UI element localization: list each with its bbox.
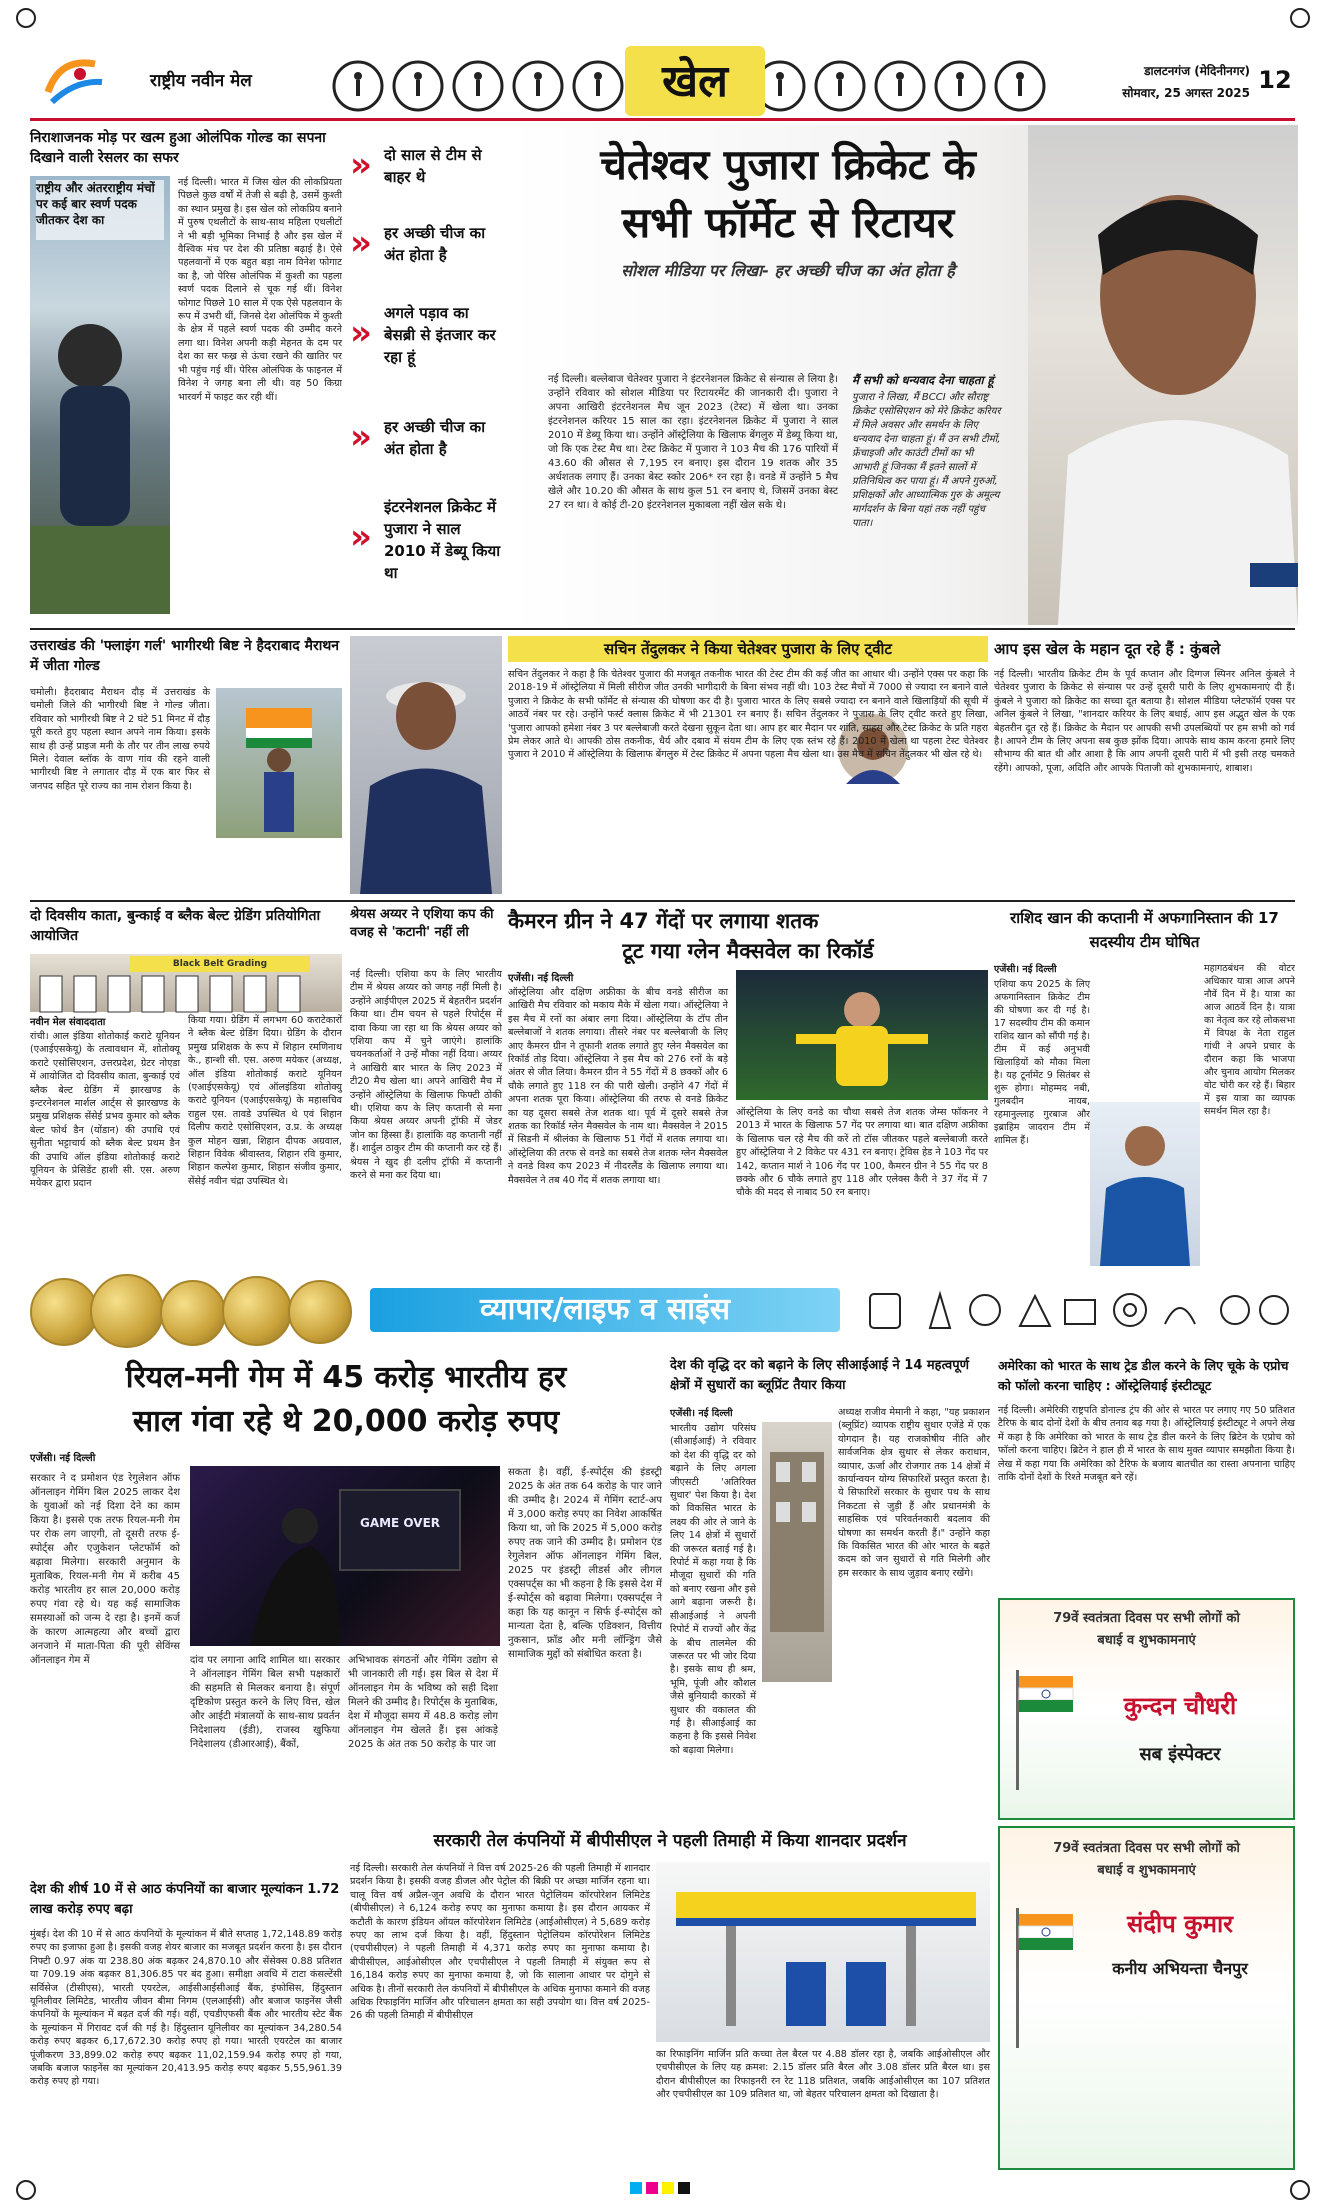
kumble-story xyxy=(994,636,1295,894)
flag-icon xyxy=(1010,1670,1080,1790)
ad2-designation: कनीय अभियन्ता चैनपुर xyxy=(1112,1959,1248,1978)
bpcl-story xyxy=(350,1826,990,2170)
coin-icon xyxy=(30,1278,98,1346)
print-color-bar xyxy=(30,2180,1295,2198)
ad1-line-1: 79वें स्वतंत्रता दिवस पर सभी लोगों को xyxy=(1053,1611,1240,1626)
coin-icon xyxy=(90,1274,164,1348)
coin-icon xyxy=(288,1280,352,1344)
rashid-body-left: एशिया कप 2025 के लिए अफगानिस्तान क्रिकेट टीम की घोषणा कर दी गई है। 17 सदस्यीय टीम की कमान राशिद खान को सौंपी गई है। टीम में कई अनुभवी खिलाड़ियों को मौका मिला है। यह टूर्नामेंट 9 सितंबर से शुरू होगा। मोहम्मद नबी, गुलबदीन नायब, रहमानुल्लाह गुरबाज और इब्राहिम जादरान टीम में शामिल हैं। xyxy=(994,979,1090,1146)
pujara-sidebar-item: » अगले पड़ाव का बेसब्री से इंतजार कर रहा हूं xyxy=(350,304,496,366)
pujara-sidebar-item: » दो साल से टीम से बाहर थे xyxy=(350,145,482,186)
realmoney-photo xyxy=(190,1466,500,1646)
wrestler-headline: निराशाजनक मोड़ पर खत्म हुआ ओलंपिक गोल्ड का सपना दिखाने वाली रेसलर का सफर xyxy=(30,130,326,166)
kata-photo xyxy=(30,954,342,1012)
rashid-headline: राशिद खान की कप्तानी में अफगानिस्तान की 17 सदस्यीय टीम घोषित xyxy=(1010,909,1279,951)
divider-line xyxy=(30,900,1295,902)
realmoney-body-d: सकता है। वहीं, ई-स्पोर्ट्स की इंडस्ट्री 2025 के अंत तक 64 करोड़ के पार जाने की उम्मीद है। 2024 में गेमिंग स्टार्ट-अप में 3,000 करोड़ रुपए का निवेश आकर्षित किया था, जो कि 2025 में 5,000 करोड़ रुपए तक जाने की उम्मीद है। प्रमोशन एंड रेगुलेशन ऑफ ऑनलाइन गेमिंग बिल, 2025 पर इंडस्ट्री लीडर्स और लीगल एक्सपर्ट्स का भी कहना है कि इससे देश में ई-स्पोर्ट्स को बढ़ावा मिलेगा। एक्सपर्ट्स ने कहा कि यह कानून न सिर्फ ई-स्पोर्ट्स को मान्यता देता है, बल्कि एडिक्शन, वित्तीय नुकसान, फ्रॉड और मनी लॉन्ड्रिंग जैसे सामाजिक मुद्दों को संबोधित करता है। xyxy=(508,1467,662,1660)
green-headline-2: टूट गया ग्लेन मैक्सवेल का रिकॉर्ड xyxy=(622,939,874,963)
registration-mark-top-right xyxy=(1290,8,1310,28)
bpcl-body-left: नई दिल्ली। सरकारी तेल कंपनियों ने वित्त वर्ष 2025-26 की पहली तिमाही में शानदार प्रदर्शन किया है। इसकी वजह डीजल और पेट्रोल की बिक्री पर अच्छा मार्जिन रहना था। चालू वित्त वर्ष अप्रैल-जून अवधि के दौरान भारत पेट्रोलियम कॉरपोरेशन लिमिटेड (बीपीसीएल) ने 6,124 करोड़ रुपए का मुनाफा कमाया है। इस दौरान आयकर में कटौती के कारण इंडियन ऑयल कॉरपोरेशन लिमिटेड (आईओसीएल) ने 5,689 करोड़ रुपए का लाभ दर्ज किया है। वहीं, हिंदुस्तान पेट्रोलियम कॉरपोरेशन लिमिटेड (एचपीसीएल) ने पहली तिमाही में 4,371 करोड़ रुपए का मुनाफा कमाया है। बीपीसीएल, आईओसीएल और एचपीसीएल ने पहली तिमाही में संयुक्त रूप से 16,184 करोड़ रुपए का मुनाफा कमाया है, जो कि सालाना आधार पर दोगुने से अधिक है। तीनों सरकारी तेल कंपनियों में बीपीसीएल के अधिक मुनाफा कमाने की वजह अधिक रिफाइनिंग मार्जिन और परिचालन क्षमता का सही उपयोग था। वित्त वर्ष 2025-26 की पहली तिमाही में बीपीसीएल xyxy=(350,1863,650,2022)
greeting-ad-2 xyxy=(998,1826,1295,2170)
coin-icon xyxy=(222,1276,292,1346)
kata-story xyxy=(30,906,342,1266)
pujara-sidebar-item: » हर अच्छी चीज का अंत होता है xyxy=(350,223,486,264)
pujara-sidebar-item: » हर अच्छी चीज का अंत होता है xyxy=(350,417,486,458)
business-banner-title: व्यापार/लाइफ व साइंस xyxy=(479,1292,731,1327)
shreyas-headline: श्रेयस अय्यर ने एशिया कप की वजह से 'कटानी' नहीं ली xyxy=(350,907,494,940)
chevron-right-icon: » xyxy=(350,517,372,557)
registration-mark-bottom-left xyxy=(16,2180,36,2200)
registration-mark-bottom-right xyxy=(1290,2180,1310,2200)
sachin-headline: सचिन तेंदुलकर ने किया चेतेश्वर पुजारा के लिए ट्वीट xyxy=(508,636,988,662)
kata-byline: नवीन मेल संवाददाता xyxy=(30,1017,106,1028)
cii-story xyxy=(670,1356,990,1820)
shreyas-body: नई दिल्ली। एशिया कप के लिए भारतीय टीम में श्रेयस अय्यर को जगह नहीं मिली है। उन्होंने आईपीएल 2025 में बेहतरीन प्रदर्शन किया था। टीम चयन से पहले रिपोर्ट्स में दावा किया जा रहा था कि श्रेयस अय्यर को एशिया कप में चुने जाएंगे। हालांकि चयनकर्ताओं ने उन्हें मौका नहीं दिया। अय्यर ने आखिरी बार भारत के लिए 2023 में टी20 मैच खेला था। अपने आखिरी मैच में उन्होंने ऑस्ट्रेलिया के खिलाफ फिफ्टी ठोकी थी। एशिया कप के लिए कप्तानी से मना किया श्रेयस अय्यर अपनी ट्रॉफी में जेडर जोन का हिस्सा हैं। हालांकि वह कप्तानी नहीं हैं। शार्दुल ठाकुर टीम की कप्तानी कर रहे हैं। श्रेयस ने खुद ही दलीप ट्रॉफी में कप्तानी करने से मना कर दिया था। xyxy=(350,969,502,1182)
bhagirathi-body: चमोली। हैदराबाद मैराथन दौड़ में उत्तराखंड के चमोली जिले की भागीरथी बिष्ट ने गोल्ड जीता। रविवार को भागीरथी बिष्ट ने 2 घंटे 51 मिनट में दौड़ पूरी करते हुए पहला स्थान अपने नाम किया। इसके साथ ही उन्हें प्राइज मनी के तौर पर तीन लाख रुपये मिले। देवाल ब्लॉक के वाण गांव की रहने वाली भागीरथी बिष्ट ने लगातार दौड़ में एक बार फिर से जनपद सहित पूरे राज्य का नाम रोशन किया है। xyxy=(30,687,210,792)
bpcl-body-right: का रिफाइनिंग मार्जिन प्रति कच्चा तेल बैरल पर 4.88 डॉलर रहा है, जबकि आईओसीएल और एचपीसीएल के लिए यह क्रमश: 2.15 डॉलर प्रति बैरल और 3.08 डॉलर प्रति बैरल था। इस दौरान बीपीसीएल का रिफाइनरी रन रेट 118 प्रतिशत, जबकि आईओसीएल का 107 प्रतिशत और एचपीसीएल का 109 प्रतिशत था, जो बेहतर परिचालन क्षमता को दिखाता है। xyxy=(656,2049,990,2101)
ad1-designation: सब इंस्पेक्टर xyxy=(1139,1744,1221,1765)
cii-byline: एजेंसी। नई दिल्ली xyxy=(670,1408,733,1419)
rashid-photo xyxy=(1090,1102,1200,1266)
kumble-body: नई दिल्ली। भारतीय क्रिकेट टीम के पूर्व कप्तान और दिग्गज स्पिनर अनिल कुंबले ने चेतेश्वर पुजारा के क्रिकेट से संन्यास पर उन्हें दूसरी पारी के लिए शुभकामनाएं दी हैं। कुंबले ने पुजारा को क्रिकेट का सच्चा दूत बताया है। सोशल मीडिया प्लेटफॉर्म एक्स पर अनिल कुंबले ने लिखा, "शानदार करियर के लिए बधाई, आप इस अद्भुत खेल के एक बेहतरीन दूत रहे हैं। क्रिकेट के मैदान पर आपकी सभी उपलब्धियों पर हम सभी को गर्व है। आपने टीम के लिए अपना सब कुछ झोंक दिया। आपके साथ काम करना हमारे लिए सौभाग्य की बात थी और आशा है कि आप अपनी दूसरी पारी में भी इसी तरह चमकते रहेंगे। आपको, पूजा, अदिति और आपके पिताजी को शुभकामनाएं, शाबाश। xyxy=(994,669,1295,774)
science-icon-strip xyxy=(860,1282,1295,1338)
cii-headline: देश की वृद्धि दर को बढ़ाने के लिए सीआईआई ने 14 महत्वपूर्ण क्षेत्रों में सुधारों का ब्लूप्रिंट तैयार किया xyxy=(670,1358,970,1393)
cii-body-right: अध्यक्ष राजीव मेमानी ने कहा, "यह प्रकाशन (ब्लूप्रिंट) व्यापक राष्ट्रीय सुधार एजेंडे में एक योगदान है। यह राजकोषीय नीति और सार्वजनिक क्षेत्र सुधार से लेकर कराधान, व्यापार, ऊर्जा और रोजगार तक 14 क्षेत्रों में कार्यान्वयन योग्य सिफारिशें प्रस्तुत करता है। ये सिफारिशें सरकार के सुधार पथ के साथ निकटता से जुड़ी हैं और प्रधानमंत्री के साहसिक एवं परिवर्तनकारी बदलाव की घोषणा का समर्थन करती हैं।" उन्होंने कहा कि विकसित भारत की ओर भारत के बढ़ते कदम को जन सुधारों से गति मिलेगी और हम सरकार के साथ जुड़ाव बनाए रखेंगे। xyxy=(838,1407,990,1579)
green-body-right: ऑस्ट्रेलिया के लिए वनडे का चौथा सबसे तेज शतक जेम्स फॉकनर ने 2013 में भारत के खिलाफ 57 गेंद पर लगाया था। बात दक्षिण अफ्रीका के खिलाफ चल रहे मैच की करें तो टॉस जीतकर पहले बल्लेबाजी करते हुए ऑस्ट्रेलिया ने 2 विकेट पर 431 रन बनाए। ट्रेविस हेड ने 103 गेंद पर 142, कप्तान मार्श ने 106 गेंद पर 100, कैमरन ग्रीन ने 55 गेंद पर 8 छक्के और 6 चौके लगाते हुए 118 और एलेक्स कैरी ने 37 गेंद में 7 चौके की मदद से नाबाद 50 रन बनाए। xyxy=(736,1107,988,1199)
greeting-ad-1 xyxy=(998,1598,1295,1820)
masthead-rule xyxy=(30,118,1295,121)
rashid-byline: एजेंसी। नई दिल्ली xyxy=(994,964,1057,975)
pujara-story xyxy=(508,125,1298,625)
chevron-right-icon: » xyxy=(350,313,372,353)
green-headline-1: कैमरन ग्रीन ने 47 गेंदों पर लगाया शतक xyxy=(508,909,819,933)
ad2-line-2: बधाई व शुभकामनाएं xyxy=(1097,1863,1196,1878)
ad2-line-1: 79वें स्वतंत्रता दिवस पर सभी लोगों को xyxy=(1053,1841,1240,1856)
chevron-right-icon: » xyxy=(350,417,372,457)
dateline-place: डालटनगंज (मेदिनीनगर) xyxy=(1144,64,1250,78)
rashid-story xyxy=(994,906,1295,1266)
bhagirathi-story xyxy=(30,636,342,894)
realmoney-byline: एजेंसी। नई दिल्ली xyxy=(30,1453,96,1464)
realmoney-story xyxy=(30,1356,662,1876)
america-headline: अमेरिका को भारत के साथ ट्रेड डील करने के लिए चूके के एप्रोच को फॉलो करना चाहिए : ऑस्ट्रेलियाई इंस्टीट्यूट xyxy=(998,1358,1289,1393)
dateline-date: सोमवार, 25 अगस्त 2025 xyxy=(1122,86,1250,100)
green-photo xyxy=(736,970,988,1100)
chevron-right-icon: » xyxy=(350,223,372,263)
shreyas-story xyxy=(350,906,502,1266)
green-body-left: ऑस्ट्रेलिया और दक्षिण अफ्रीका के बीच वनडे सीरीज का आखिरी मैच रविवार को मकाय मैके में खेला गया। ऑस्ट्रेलिया ने इस मैच में रनों का अंबार लगा दिया। ऑस्ट्रेलिया के टॉप तीन बल्लेबाजों ने शतक लगाया। तीसरे नंबर पर बल्लेबाजी के लिए आए कैमरन ग्रीन ने तूफानी शतक लगाते हुए ग्लेन मैक्सवेल का रिकॉर्ड तोड़ दिया। ऑस्ट्रेलिया ने इस मैच को 276 रनों के बड़े अंतर से जीत लिया। कैमरन ग्रीन ने 55 गेंदों में 8 छक्कों और 6 चौके लगाते हुए 118 रन की पारी खेली। उन्होंने 47 गेंदों में अपना शतक पूरा किया। ऑस्ट्रेलिया की तरफ से वनडे क्रिकेट का यह दूसरा सबसे तेज शतक था। पूर्व में दूसरे सबसे तेज शतक का रिकॉर्ड ग्लेन मैक्सवेल के नाम था। मैक्सवेल ने 2015 में सिडनी में श्रीलंका के खिलाफ 51 गेंदों में शतक लगाया था। ऑस्ट्रेलिया की तरफ से वनडे का सबसे तेज शतक ग्लेन मैक्सवेल ने वनडे विश्व कप 2023 में नीदरलैंड के खिलाफ लगाया था। मैक्सवेल ने तब 40 गेंद में शतक लगाया था। xyxy=(508,987,728,1186)
pujara-sidebar xyxy=(350,128,502,618)
registration-mark-top-left xyxy=(16,8,36,28)
wrestler-photo xyxy=(30,176,170,614)
ad2-name: संदीप कुमार xyxy=(1127,1910,1233,1938)
pujara-body: नई दिल्ली। बल्लेबाज चेतेश्वर पुजारा ने इंटरनेशनल क्रिकेट से संन्यास ले लिया है। उन्होंने रविवार को सोशल मीडिया पर रिटायरमेंट की जानकारी दी। पुजारा ने अपना आखिरी इंटरनेशनल मैच जून 2023 (टेस्ट) में खेला था। उनका इंटरनेशनल करियर 15 साल का रहा। इंटरनेशनल क्रिकेट में पुजारा ने साल 2010 में डेब्यू किया था। उन्होंने ऑस्ट्रेलिया के खिलाफ बेंगलुरु में डेब्यू किया था, जो कि एक टेस्ट मैच था। टेस्ट क्रिकेट में पुजारा ने 103 मैच की 176 पारियों में 43.60 की औसत से 7,195 रन बनाए। इस दौरान 19 शतक और 35 अर्धशतक लगाए हैं। उनका बेस्ट स्कोर 206* रन रहा है। वनडे में उन्होंने 5 मैच खेले और 10.20 की औसत के साथ कुल 51 रन बनाए थे, जिसमें उनका बेस्ट 27 रन था। वे कोई टी-20 इंटरनेशनल मुकाबला नहीं खेल सके थे। xyxy=(548,374,838,511)
kumble-headline: आप इस खेल के महान दूत रहे हैं : कुंबले xyxy=(994,640,1221,658)
america-body: नई दिल्ली। अमेरिकी राष्ट्रपति डोनाल्ड ट्रंप की ओर से भारत पर लगाए गए 50 प्रतिशत टैरिफ के बाद दोनों देशों के बीच तनाव बढ़ गया है। ऑस्ट्रेलियाई इंस्टीट्यूट ने अपने लेख में कहा है कि अमेरिका को भारत के साथ ट्रेड डील करने के लिए ब्रिटेन के एप्रोच को फॉलो करना चाहिए। ब्रिटेन ने हाल ही में भारत के साथ मुक्त व्यापार समझौता किया है। लेख में कहा गया कि अमेरिका को टैरिफ के बजाय बातचीत का रास्ता अपनाना चाहिए ताकि दोनों देशों के रिश्ते मजबूत बने रहें। xyxy=(998,1405,1295,1484)
flag-icon xyxy=(1010,1908,1080,2048)
america-story xyxy=(998,1356,1295,1596)
bhagirathi-photo xyxy=(216,688,342,838)
kata-banner-text: Black Belt Grading xyxy=(172,959,268,969)
ad1-name: कुन्दन चौधरी xyxy=(1123,1692,1237,1720)
masthead xyxy=(0,0,1325,120)
wrestler-photo-caption: राष्ट्रीय और अंतरराष्ट्रीय मंचों पर कई बार स्वर्ण पदक जीतकर देश का xyxy=(36,180,164,240)
rashid-body-right: महागठबंधन की वोटर अधिकार यात्रा आज अपने नौवें दिन में है। यात्रा का आज आठवें दिन है। यात्रा का नेतृत्व कर रहे लोकसभा में विपक्ष के नेता राहुल गांधी ने अपने प्रचार के दौरान कहा कि भाजपा और चुनाव आयोग मिलकर वोट चोरी कर रहे हैं। बिहार में इस यात्रा का व्यापक समर्थन मिल रहा है। xyxy=(1204,963,1295,1117)
bpcl-photo xyxy=(656,1862,990,2042)
kata-body-left: रांची। आल इंडिया शोतोकाई कराटे यूनियन (एआईएसकेयू) के तत्वावधान में, शोतोक्यू कराटे एसोसिएशन, उत्तरप्रदेश, ग्रेटर नोएडा में आयोजित दो दिवसीय काता, बुन्काई एवं ब्लैक बेल्ट ग्रेडिंग में झारखण्ड के इन्टरनेशनल मार्शल आर्ट्स से झारखण्ड के प्रमुख प्रशिक्षक सेंसेई प्रभव कुमार को ब्लैक बेल्ट फोर्थ डैन (योंडान) की उपाधि एवं सुनीता भट्टाचार्य को ब्लैक बेल्ट प्रथम डैन की उपाधि ऑल इंडिया शोतोकाई कराटे यूनियन के प्रेसिडेंट हाशी सी. एस. अरुण मयेकर द्वारा प्रदान xyxy=(30,1031,180,1190)
pujara-headline-2: सभी फॉर्मेट से रिटायर xyxy=(621,198,955,247)
paper-logo xyxy=(40,52,110,110)
realmoney-headline-2: साल गंवा रहे थे 20,000 करोड़ रुपए xyxy=(132,1404,560,1439)
chevron-right-icon: » xyxy=(350,145,372,185)
green-story xyxy=(508,906,988,1266)
bhagirathi-headline: उत्तराखंड की 'फ्लाइंग गर्ल' भागीरथी बिष्ट ने हैदराबाद मैराथन में जीता गोल्ड xyxy=(30,638,340,674)
wrestler-story xyxy=(30,128,342,618)
realmoney-body-a: सरकार ने द प्रमोशन एंड रेगुलेशन ऑफ ऑनलाइन गेमिंग बिल 2025 लाकर देश के युवाओं को नई दिशा देने का काम किया है। इससे एक तरफ रियल-मनी गेम पर रोक लग जाएगी, तो दूसरी तरफ ई-स्पोर्ट्स और एजुकेशन प्लेटफॉर्म को बढ़ावा मिलेगा। सरकारी अनुमान के मुताबिक, रियल-मनी गेम में करीब 45 करोड़ भारतीय हर साल 20,000 करोड़ रुपए गंवा रहे थे। यह कई सामाजिक समस्याओं को जन्म दे रहा है। इनमें कर्ज के कारण आत्महत्या और बच्चों द्वारा अनजाने में माता-पिता की पूरी सेविंग्स ऑनलाइन गेम में xyxy=(30,1473,180,1666)
pujara-sidebar-item: » इंटरनेशनल क्रिकेट में पुजारा ने साल 2010 में डेब्यू किया था xyxy=(350,498,501,582)
market-headline: देश की शीर्ष 10 में से आठ कंपनियों का बाजार मूल्यांकन 1.72 लाख करोड़ रुपए बढ़ा xyxy=(30,1882,340,1917)
pujara-subhead: सोशल मीडिया पर लिखा- हर अच्छी चीज का अंत होता है xyxy=(621,261,955,280)
divider-line xyxy=(30,628,1295,630)
bpcl-headline: सरकारी तेल कंपनियों में बीपीसीएल ने पहली तिमाही में किया शानदार प्रदर्शन xyxy=(433,1831,907,1851)
coin-icon xyxy=(160,1280,226,1346)
wrestler-body: नई दिल्ली। भारत में जिस खेल की लोकप्रियता पिछले कुछ वर्षों में तेजी से बढ़ी है, उसमें कुश्ती का स्थान प्रमुख है। इस खेल को लोकप्रिय बनाने में पुरुष एथलीटों के साथ-साथ महिला एथलीटों ने भी बड़ी भूमिका निभाई है और इस खेल में वैश्विक मंच पर देश की प्रतिष्ठा बढ़ाई है। ऐसे पहलवानों में एक बहुत बड़ा नाम विनेश फोगाट का है, जो पेरिस ओलंपिक में कुश्ती का पहला स्वर्ण पदक दिलाने से चूक गई थीं। विनेश फोगाट पिछले 10 साल में एक ऐसे पहलवान के रूप में उभरी थीं, जिनसे देश ओलंपिक में कुश्ती के क्षेत्र में पहले स्वर्ण पदक की उम्मीद करने लगा था। विनेश अपनी कड़ी मेहनत के दम पर देश का सर फख्र से ऊंचा रखने की खातिर पर भी पहुंच गई थीं। पेरिस ओलंपिक के फाइनल में विनेश ने जगह बना ली थी। वह 50 किग्रा भारवर्ग में फाइट कर रही थीं। xyxy=(178,177,342,403)
business-banner xyxy=(30,1272,1295,1348)
ad1-line-2: बधाई व शुभकामनाएं xyxy=(1097,1633,1196,1648)
realmoney-headline-1: रियल-मनी गेम में 45 करोड़ भारतीय हर xyxy=(125,1360,567,1395)
market-story xyxy=(30,1880,342,2170)
realmoney-screen-text: GAME OVER xyxy=(359,1516,441,1530)
pujara-headline-1: चेतेश्वर पुजारा क्रिकेट के xyxy=(600,140,976,189)
paper-name: राष्ट्रीय नवीन मेल xyxy=(150,71,252,91)
pujara-quote-head: मैं सभी को धन्यवाद देना चाहता हूं xyxy=(852,373,994,387)
cii-body-left: भारतीय उद्योग परिसंघ (सीआईआई) ने रविवार को देश की वृद्धि दर को बढ़ाने के लिए अगला जीएसटी 'अतिरिक्त सुधार' पेश किया है। देश को विकसित भारत के लक्ष्य की ओर ले जाने के लिए 14 क्षेत्रों में सुधारों की जरूरत बताई गई है। रिपोर्ट में कहा गया है कि मौजूदा सुधारों की गति को बनाए रखना और इसे आगे बढ़ाना जरूरी है। सीआईआई ने अपनी रिपोर्ट में राज्यों और केंद्र के बीच तालमेल की जरूरत पर भी जोर दिया है। इसके साथ ही श्रम, भूमि, पूंजी और कौशल जैसे बुनियादी कारकों में सुधार की वकालत की गई है। सीआईआई का कहना है कि इससे निवेश को बढ़ावा मिलेगा। xyxy=(670,1423,756,1756)
section-title: खेल xyxy=(662,56,728,107)
market-body: मुंबई। देश की 10 में से आठ कंपनियों के मूल्यांकन में बीते सप्ताह 1,72,148.89 करोड़ रुपए का इजाफा हुआ है। इसकी वजह शेयर बाजार का मजबूत प्रदर्शन करना है। इस दौरान निफ्टी 0.97 अंक या 238.80 अंक बढ़कर 24,870.10 और सेंसेक्स 0.88 प्रतिशत या 709.19 अंक बढ़कर 81,306.85 पर बंद हुआ। समीक्षा अवधि में टाटा कंसल्टेंसी सर्विसेज (टीसीएस), भारती एयरटेल, आईसीआईसीआई बैंक, इंफोसिस, हिंदुस्तान यूनिलीवर लिमिटेड, भारतीय जीवन बीमा निगम (एलआईसी) और बजाज फाइनेंस जैसी कंपनियों के मूल्यांकन में बढ़त दर्ज की गई। वहीं, एचडीएफसी बैंक और भारतीय स्टेट बैंक के मूल्यांकन में गिरावट दर्ज की गई है। हिंदुस्तान यूनिलीवर का मूल्यांकन 34,280.54 करोड़ रुपए बढ़कर 6,17,672.30 करोड़ रुपए हो गया। भारती एयरटेल का बाजार पूंजीकरण 33,899.02 करोड़ रुपए बढ़कर 11,02,159.94 करोड़ रुपए हो गया, जबकि बजाज फाइनेंस का मूल्यांकन 20,413.95 करोड़ रुपए बढ़कर 5,55,961.39 करोड़ रुपए हो गया। xyxy=(30,1929,342,2088)
shreyas-photo xyxy=(350,636,502,894)
kata-body-right: किया गया। ग्रेडिंग में लगभग 60 कराटेकारों ने ब्लैक बेल्ट ग्रेडिंग दिया। ग्रेडिंग के दौरान प्रमुख प्रशिक्षक के रूप में शिहान रमणिनाथ के., हान्शी सी. एस. अरुण मयेकर (अध्यक्ष, ऑल इंडिया शोतोकाई कराटे यूनियन (एआईएसकेयू) एवं ऑलइंडिया शोतोक्यु कराटे यूनियन (एआईएसकेयू) के महासचिव राहुल एस. तावडे उपस्थित थे एवं शिहान दिलीप कराटे एसोसिएशन, उ.प्र. के अध्यक्ष कुल मोहन खन्ना, शिहान दीपक अग्रवाल, शिहान विवेक श्रीवास्तव, शिहान रवि कुमार, शिहान कल्पेश कुमार, शिहान संजीव कुमार, सेंसेई नवीन चंद्रा उपस्थित थे। xyxy=(188,1015,342,1187)
kata-headline: दो दिवसीय काता, बुन्काई व ब्लैक बेल्ट ग्रेडिंग प्रतियोगिता आयोजित xyxy=(30,908,321,944)
cii-photo xyxy=(762,1422,832,1682)
sachin-body: सचिन तेंदुलकर ने कहा है कि चेतेश्वर पुजारा की मजबूत तकनीक भारत की टेस्ट टीम की कई जीत का आधार थी। उन्होंने एक्स पर कहा कि 2018-19 में ऑस्ट्रेलिया में मिली सीरीज जीत उनकी भागीदारी के बिना संभव नहीं थी। 103 टेस्ट मैचों में 7000 से ज्यादा रन बनाने वाले पुजारा ने क्रिकेट के सभी फॉर्मेट से संन्यास की घोषणा कर दी है। पुजारा भारत के लिए सबसे ज्यादा रन बनाने वाले खिलाड़ियों की सूची में आठवें नंबर पर रहे। उन्होंने फर्स्ट क्लास क्रिकेट में भी 21301 रन बनाए हैं। सचिन तेंदुलकर ने पुजारा के लिए ट्वीट करते हुए लिखा, 'पुजारा आपको हमेशा नंबर 3 पर बल्लेबाजी करते देखना सुकून देता था। आप हर बार मैदान पर शांति, साहस और टेस्ट क्रिकेट के प्रति गहरा प्रेम लेकर आते थे। आपकी ठोस तकनीक, धैर्य और दबाव में संयम टीम के लिए एक स्तंभ रहे हैं। 2010 में खेला था पहला टेस्ट चेतेश्वर पुजारा ने 2010 में ऑस्ट्रेलिया के खिलाफ बेंगलुरु में टेस्ट क्रिकेट में अपना पहला मैच खेला था। उस मैच में सचिन तेंदुलकर भी खेल रहे थे। xyxy=(508,669,988,761)
sachin-story xyxy=(508,636,988,894)
realmoney-body-c: अभिभावक संगठनों और गेमिंग उद्योग से भी जानकारी ली गई। इस बिल से देश में ऑनलाइन गेम के भविष्य को सही दिशा मिलने की उम्मीद है। रिपोर्ट्स के मुताबिक, देश में मौजूदा समय में 48.8 करोड़ लोग ऑनलाइन गेम खेलते हैं। इस आंकड़े 2025 के अंत तक 50 करोड़ के पार जा xyxy=(348,1655,498,1750)
pujara-quote-body: पुजारा ने लिखा, मैं BCCI और सौराष्ट्र क्रिकेट एसोसिएशन को मेरे क्रिकेट करियर में मिले अवसर और समर्थन के लिए धन्यवाद देना चाहता हूं। मैं उन सभी टीमों, फ्रेंचाइजी और काउंटी टीमों का भी आभारी हूं जिनका मैं इतने सालों में प्रतिनिधित्व कर पाया हूं। मैं अपने गुरुओं, प्रशिक्षकों और आध्यात्मिक गुरु के अमूल्य मार्गदर्शन के बिना यहां तक नहीं पहुंच पाता। xyxy=(852,392,1001,529)
green-byline: एजेंसी। नई दिल्ली xyxy=(508,973,574,984)
realmoney-body-b: दांव पर लगाना आदि शामिल था। सरकार ने ऑनलाइन गेमिंग बिल सभी पक्षकारों की सहमति से मिलकर बनाया है। संपूर्ण दृष्टिकोण प्रस्तुत करने के लिए वित्त, खेल और आईटी मंत्रालयों के साथ-साथ प्रवर्तन निदेशालय (ईडी), राजस्व खुफिया निदेशालय (डीआरआई), बैंकों, xyxy=(190,1655,340,1750)
pujara-photo xyxy=(1028,125,1298,625)
page-number: 12 xyxy=(1258,66,1292,94)
